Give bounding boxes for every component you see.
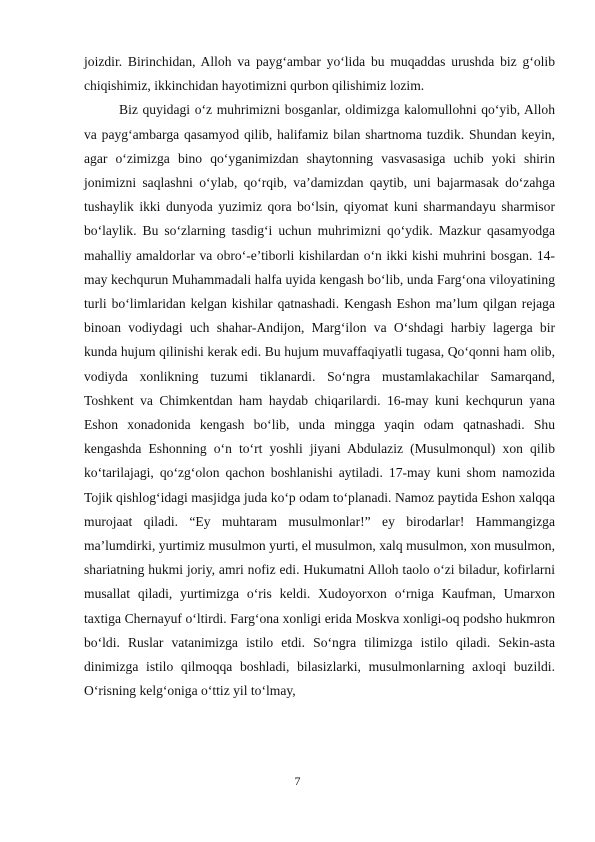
paragraph-oath-and-council: Biz quyidagi o‘z muhrimizni bosganlar, oldimizga kalomullohni qo‘yib, Alloh va payg‘ambarga qasamyod qilib, halifamiz bilan shartnoma tuzdik. Shundan keyin, agar o‘zimizga bino qo‘yganimizdan shaytonning vasvasasiga uchib yoki shirin jonimizni saqlashni o‘ylab, qo‘rqib, va’damizdan qaytib, uni bajarmasak do‘zahga tushaylik ikki dunyoda yuzimiz qora bo‘lsin, qiyomat kuni sharmandayu sharmisor bo‘laylik. Bu so‘zlarning tasdig‘i uchun muhrimizni qo‘ydik. Mazkur qasamyodga mahalliy amaldorlar va obro‘-e’tiborli kishilardan o‘n ikki kishi muhrini bosgan. 14-may kechqurun Muhammadali halfa uyida kengash bo‘lib, unda Farg‘ona viloyatining turli bo‘limlaridan kelgan kishilar qatnashadi. Kengash Eshon ma’lum qilgan rejaga binoan vodiydagi uch shahar-Andijon, Marg‘ilon va O‘shdagi harbiy lagerga bir kunda hujum qilinishi kerak edi. Bu hujum muvaffaqiyatli tugasa, Qo‘qonni ham olib, vodiyda xonlikning tuzumi tiklanardi. So‘ngra mustamlakachilar Samarqand, Toshkent va Chimkentdan ham haydab chiqarilardi. 16-may kuni kechqurun yana Eshon xonadonida kengash bo‘lib, unda mingga yaqin odam qatnashadi. Shu kengashda Eshonning o‘n to‘rt yoshli jiyani Abdulaziz (Musulmonqul) xon qilib ko‘tarilajagi, qo‘zg‘olon qachon boshlanishi aytiladi. 17-may kuni shom namozida Tojik qishlog‘idagi masjidga juda ko‘p odam to‘planadi. Namoz paytida Eshon xalqqa murojaat qiladi. “Ey muhtaram musulmonlar!” ey birodarlar! Hammangizga ma’lumdirki, yurtimiz musulmon yurti, el musulmon, xalq musulmon, xon musulmon, shariatning hukmi joriy, amri nofiz edi. Hukumatni Alloh taolo o‘zi biladur, kofirlarni musallat qiladi, yurtimizga o‘ris keldi. Xudoyorxon o‘rniga Kaufman, Umarxon taxtiga Chernayuf o‘ltirdi. Farg‘ona xonligi erida Moskva xonligi-oq podsho hukmron bo‘ldi. Ruslar vatanimizga istilo etdi. So‘ngra tilimizga istilo qiladi. Sekin-asta dinimizga istilo qilmoqqa boshladi, bilasizlarki, musulmonlarning axloqi buzildi. O‘risning kelg‘oniga o‘ttiz yil to‘lmay, (84, 102, 555, 699)
paragraph-continuation: joizdir. Birinchidan, Alloh va payg‘ambar yo‘lida bu muqaddas urushda biz g‘olib chiqishimiz, ikkinchidan hayotimizni qurbon qilishimiz lozim. (84, 54, 555, 94)
page-number: 7 (294, 774, 301, 788)
document-page (84, 50, 555, 703)
